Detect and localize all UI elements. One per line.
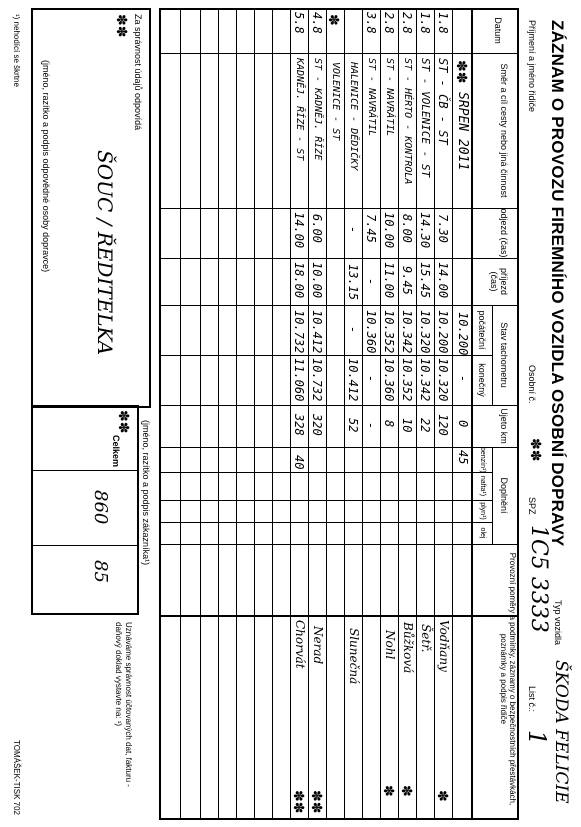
spz-value: 1C5 3333 [526,525,551,633]
row-km: 8 [382,420,396,428]
row-km: 22 [418,418,432,433]
vehicle-type-label: Typ vozidla [553,600,563,646]
row-route: ST - NAVRÁTIL [366,58,377,137]
col-date: Datum [493,17,503,44]
col-tacho-end: konečný [477,363,487,397]
row-tacho-end: 10.412 [346,358,360,402]
row-date: 5.8 [292,12,306,34]
row-note: Slunečná [347,628,361,685]
row-dep: 7.30 [436,214,450,243]
row-tacho-end: 10.352 [400,358,414,402]
responsible-label: Za správnost údajů odpovídá [133,14,143,131]
row-tacho-end: 10.342 [418,358,432,402]
total-km: 860 [90,490,111,525]
row-tacho-end: 10.360 [382,358,396,402]
col-refuel: Doplnění [499,477,509,514]
row-route: KADNĚJ. ŘÍZE - ST [294,58,305,161]
row-dep: - [346,226,360,234]
footnote: ¹) nehodící se škrtne [12,14,21,87]
col-tacho-start: počáteční [477,310,487,350]
sheet-label: List č.: [527,686,537,713]
total-label: Celkem [111,435,121,468]
row-tacho-start: 10.200 [436,310,450,354]
row-route: HALENICE - DĚDIČKY [348,62,359,171]
redaction-mark: ✽✽ [528,438,544,462]
col-plyn: plyn¹) [479,502,486,520]
row-route: VOLENICE - ST [330,62,341,141]
col-km: Ujeto km [499,408,509,444]
row-tacho-start: - [346,326,360,334]
row-note: Nerad [311,626,325,665]
responsible-signature: ŠOUC / ŘEDITELKA [93,150,117,356]
row-dep: 10.00 [382,212,396,249]
row-dep: 14.00 [292,212,306,249]
row-note: Bůžková [401,622,415,674]
row-tacho-start: 10.732 [292,310,306,354]
row-arr: 18.00 [292,262,306,299]
col-tacho: Stav tachometru [499,322,509,388]
redaction-mark: ✽✽ [291,790,307,814]
total-fuel: 85 [90,560,111,583]
col-benzin: benzín¹) [479,447,486,473]
redaction-mark: ✽ [326,14,342,26]
row-tacho-end: - [364,375,378,383]
row-date: 4.8 [310,12,324,34]
col-arrival: příjezd (čas) [489,267,509,295]
row-route: ST - NAVRÁTIL [384,58,395,137]
vehicle-type-value: ŠKODA FELICIE [551,660,571,804]
col-olej: olej [479,527,486,539]
row-route: ST - KADNĚJ. ŘÍZE [312,58,323,161]
row-arr: 11.00 [382,262,396,299]
row-date: 2.8 [400,12,414,34]
redaction-mark: ✽ [435,790,451,802]
row-date: 3.8 [364,12,378,34]
col-nafta: nafta¹) [479,475,486,497]
row-arr: - [364,278,378,286]
row-tacho-end: - [456,375,470,383]
form-title: ZÁZNAM O PROVOZU FIREMNÍHO VOZIDLA OSOBNÍ DOPRAVY [548,20,567,547]
row-km: 52 [346,418,360,433]
row-note: Nohl [383,630,397,660]
col-departure: odjezd (čas) [499,208,509,258]
row-dep: 7.45 [364,214,378,243]
row-km: 10 [400,418,414,433]
row-route: ST - HÉRTO - KONTROLA [402,58,413,185]
row-note: Chorvát [293,620,307,669]
redaction-mark: ✽ [381,785,397,797]
row-date: 2.8 [382,12,396,34]
row-date: 1.8 [418,12,432,34]
row-tacho-start: 10.360 [364,310,378,354]
row-arr: 9.45 [400,266,414,295]
row-tacho-start: 10.352 [382,310,396,354]
sheet-value: 1 [523,730,551,746]
row-route: SRPEN 2011 [455,92,470,171]
redaction-mark: ✽✽ [114,14,130,38]
row-arr: 15.45 [418,262,432,299]
row-dep: 6.00 [310,214,324,243]
redaction-mark: ✽✽ [116,410,132,434]
col-route: Směr a cíl cesty nebo jiná činnost [499,63,509,198]
acceptance-text: Uznáváme správnost účtovaných dat, fakturu - daňový doklad vystavte na: ¹) [114,622,133,787]
row-dep: 8.00 [400,214,414,243]
row-tacho-end: 11.060 [292,358,306,402]
row-benzin: 40 [292,455,306,470]
row-km: 328 [292,414,306,436]
redaction-mark: ✽ [399,785,415,797]
row-tacho-start: 10.200 [456,312,470,356]
row-benzin: 45 [456,450,470,465]
row-km: - [364,422,378,430]
totals-box [31,405,139,615]
row-route: ST - ČB - ST [436,58,450,145]
spz-label: SPZ [527,497,537,515]
driver-label: Příjmení a jméno řidiče [527,20,537,113]
row-km: 0 [456,420,470,428]
row-arr: 14.00 [436,262,450,299]
row-arr: 13.15 [346,264,360,301]
redaction-mark: ✽✽ [309,790,325,814]
row-arr: 10.00 [310,262,324,299]
row-tacho-end: 10.320 [436,358,450,402]
row-note: Šetř. [419,624,433,653]
row-tacho-end: 10.732 [310,358,324,402]
form-code: TOMÁŠEK-TISK 702 [12,740,21,815]
row-km: 120 [436,414,450,436]
responsible-caption: (jméno, razítko a podpis odpovědné osoby dopravce) [41,60,51,273]
col-notes: Provozní poměry a podmínky, záznamy o bezpečnostních přestávkách, poznámky a podpis řidiče [499,552,517,806]
row-date: 1.8 [436,12,450,34]
row-tacho-start: 10.342 [400,310,414,354]
row-dep: 14.30 [418,212,432,249]
personal-no-label: Osobní č. [527,365,537,404]
row-tacho-start: 10.412 [310,310,324,354]
customer-caption: (jméno, razítko a podpis zákazníka¹) [141,420,151,566]
redaction-mark: ✽✽ [454,60,470,84]
row-note: Vodňany [437,620,451,672]
row-tacho-start: 10.320 [418,310,432,354]
row-route: ST - VOLENICE - ST [419,58,432,178]
row-km: 320 [310,414,324,436]
